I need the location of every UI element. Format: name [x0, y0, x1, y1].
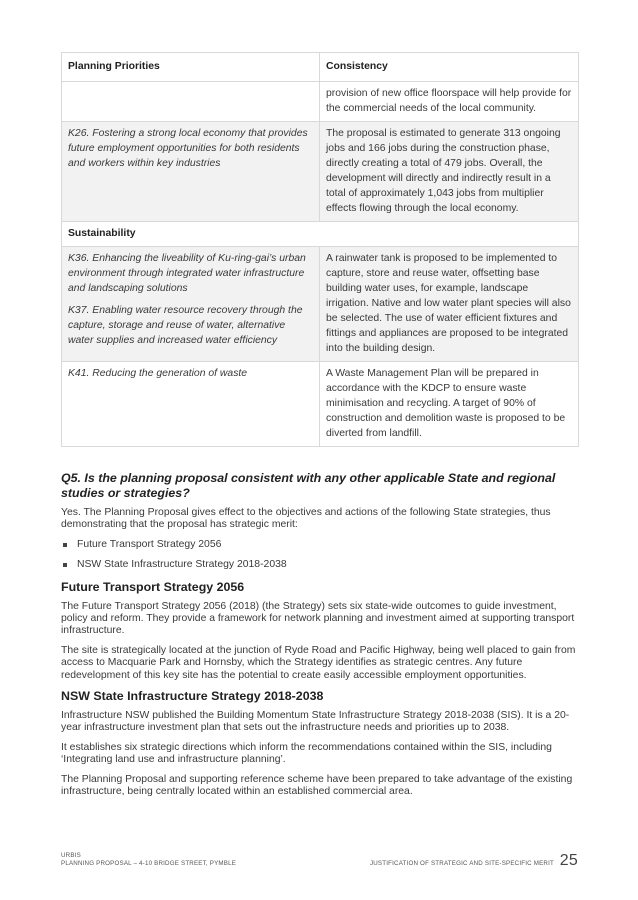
priority-text: K26. Fostering a strong local economy that provides future employment opportunities for both residents and workers within key industries — [68, 128, 308, 169]
list-item — [61, 539, 581, 551]
section-heading-future-transport: Future Transport Strategy 2056 — [61, 579, 245, 594]
list-item-label: Future Transport Strategy 2056 — [77, 538, 222, 550]
strategy-list — [61, 539, 581, 572]
table-row — [62, 362, 579, 447]
section-label-sustainability: Sustainability — [62, 222, 579, 247]
footer-document-title: PLANNING PROPOSAL – 4-10 BRIDGE STREET, PYMBLE — [61, 860, 237, 867]
bullet-square-icon — [63, 543, 67, 547]
page-number: 25 — [559, 852, 578, 869]
consistency-cell: A rainwater tank is proposed to be implemented to capture, store and reuse water, offsetting base building water uses, for example, landscape irrigation. Native and low water plant species will also be selected. The use of water efficient fixtures and fittings and appliances are proposed to be integrated into the building design. — [320, 247, 579, 362]
column-header-planning-priorities: Planning Priorities — [62, 53, 320, 82]
section-heading-nsw-infrastructure: NSW State Infrastructure Strategy 2018-2038 — [61, 689, 324, 704]
list-item — [61, 559, 581, 571]
bullet-square-icon — [63, 563, 67, 567]
priority-cell — [62, 362, 320, 447]
priority-cell — [62, 122, 320, 222]
intro-paragraph: Yes. The Planning Proposal gives effect to the objectives and actions of the following State strategies, thus demonstrating that the proposal has strategic merit: — [61, 507, 551, 531]
priority-text: K41. Reducing the generation of waste — [68, 368, 248, 379]
table-row — [62, 82, 579, 122]
consistency-cell: A Waste Management Plan will be prepared in accordance with the KDCP to ensure waste minimisation and recycling. A target of 90% of construction and demolition waste is proposed to be diverted from landfill. — [320, 362, 579, 447]
table-row — [62, 247, 579, 362]
paragraph: Infrastructure NSW published the Building Momentum State Infrastructure Strategy 2018-2038 (SIS). It is a 20-year infrastructure investment plan that sets out the infrastructure needs and priorities up to 2038. — [61, 710, 570, 734]
priority-cell — [62, 247, 320, 362]
body-content — [61, 471, 581, 806]
priority-cell — [62, 82, 320, 122]
priority-text: K37. Enabling water resource recovery through the capture, storage and reuse of water, alternative water supplies and increased water efficiency — [68, 305, 303, 346]
paragraph: The Planning Proposal and supporting reference scheme have been prepared to take advantage of the existing infrastructure, being centrally located within an established commercial area. — [61, 773, 573, 798]
page-footer — [61, 846, 578, 872]
consistency-cell: The proposal is estimated to generate 313 ongoing jobs and 166 jobs during the construction phase, directly creating a total of 479 jobs. Overall, the development will directly and indirectly result in a total of approximately 1,043 jobs from multiplier effects flowing through the local economy. — [320, 122, 579, 222]
table-row — [62, 122, 579, 222]
table-section-row — [62, 222, 579, 247]
column-header-consistency: Consistency — [320, 53, 579, 82]
paragraph: It establishes six strategic directions which inform the recommendations contained within the SIS, including ‘Integrating land use and infrastructure planning’. — [61, 741, 552, 766]
footer-section-title: JUSTIFICATION OF STRATEGIC AND SITE-SPECIFIC MERIT — [369, 860, 554, 867]
list-item-label: NSW State Infrastructure Strategy 2018-2038 — [77, 559, 287, 571]
paragraph: The Future Transport Strategy 2056 (2018) (the Strategy) sets six state-wide outcomes to guide investment, policy and reform. They provide a framework for network planning and investment aimed at supporting transport infrastructure. — [61, 600, 575, 637]
consistency-cell: provision of new office floorspace will help provide for the commercial needs of the local community. — [320, 82, 579, 122]
paragraph: The site is strategically located at the junction of Ryde Road and Pacific Highway, being well placed to gain from access to Macquarie Park and Hornsby, which the Strategy identifies as strategic centres. Any future redevelopment of this key site has the potential to create easily accessible employment opportunities. — [61, 644, 576, 681]
question-heading: Q5. Is the planning proposal consistent with any other applicable State and regional studies or strategies? — [61, 471, 556, 500]
footer-company: URBIS — [61, 852, 81, 859]
table-header-row — [62, 53, 579, 82]
planning-priorities-table — [61, 52, 579, 447]
priority-text: K36. Enhancing the liveability of Ku-ring-gai’s urban environment through integrated water infrastructure and landscaping solutions — [68, 253, 306, 294]
footer-left — [61, 852, 236, 868]
